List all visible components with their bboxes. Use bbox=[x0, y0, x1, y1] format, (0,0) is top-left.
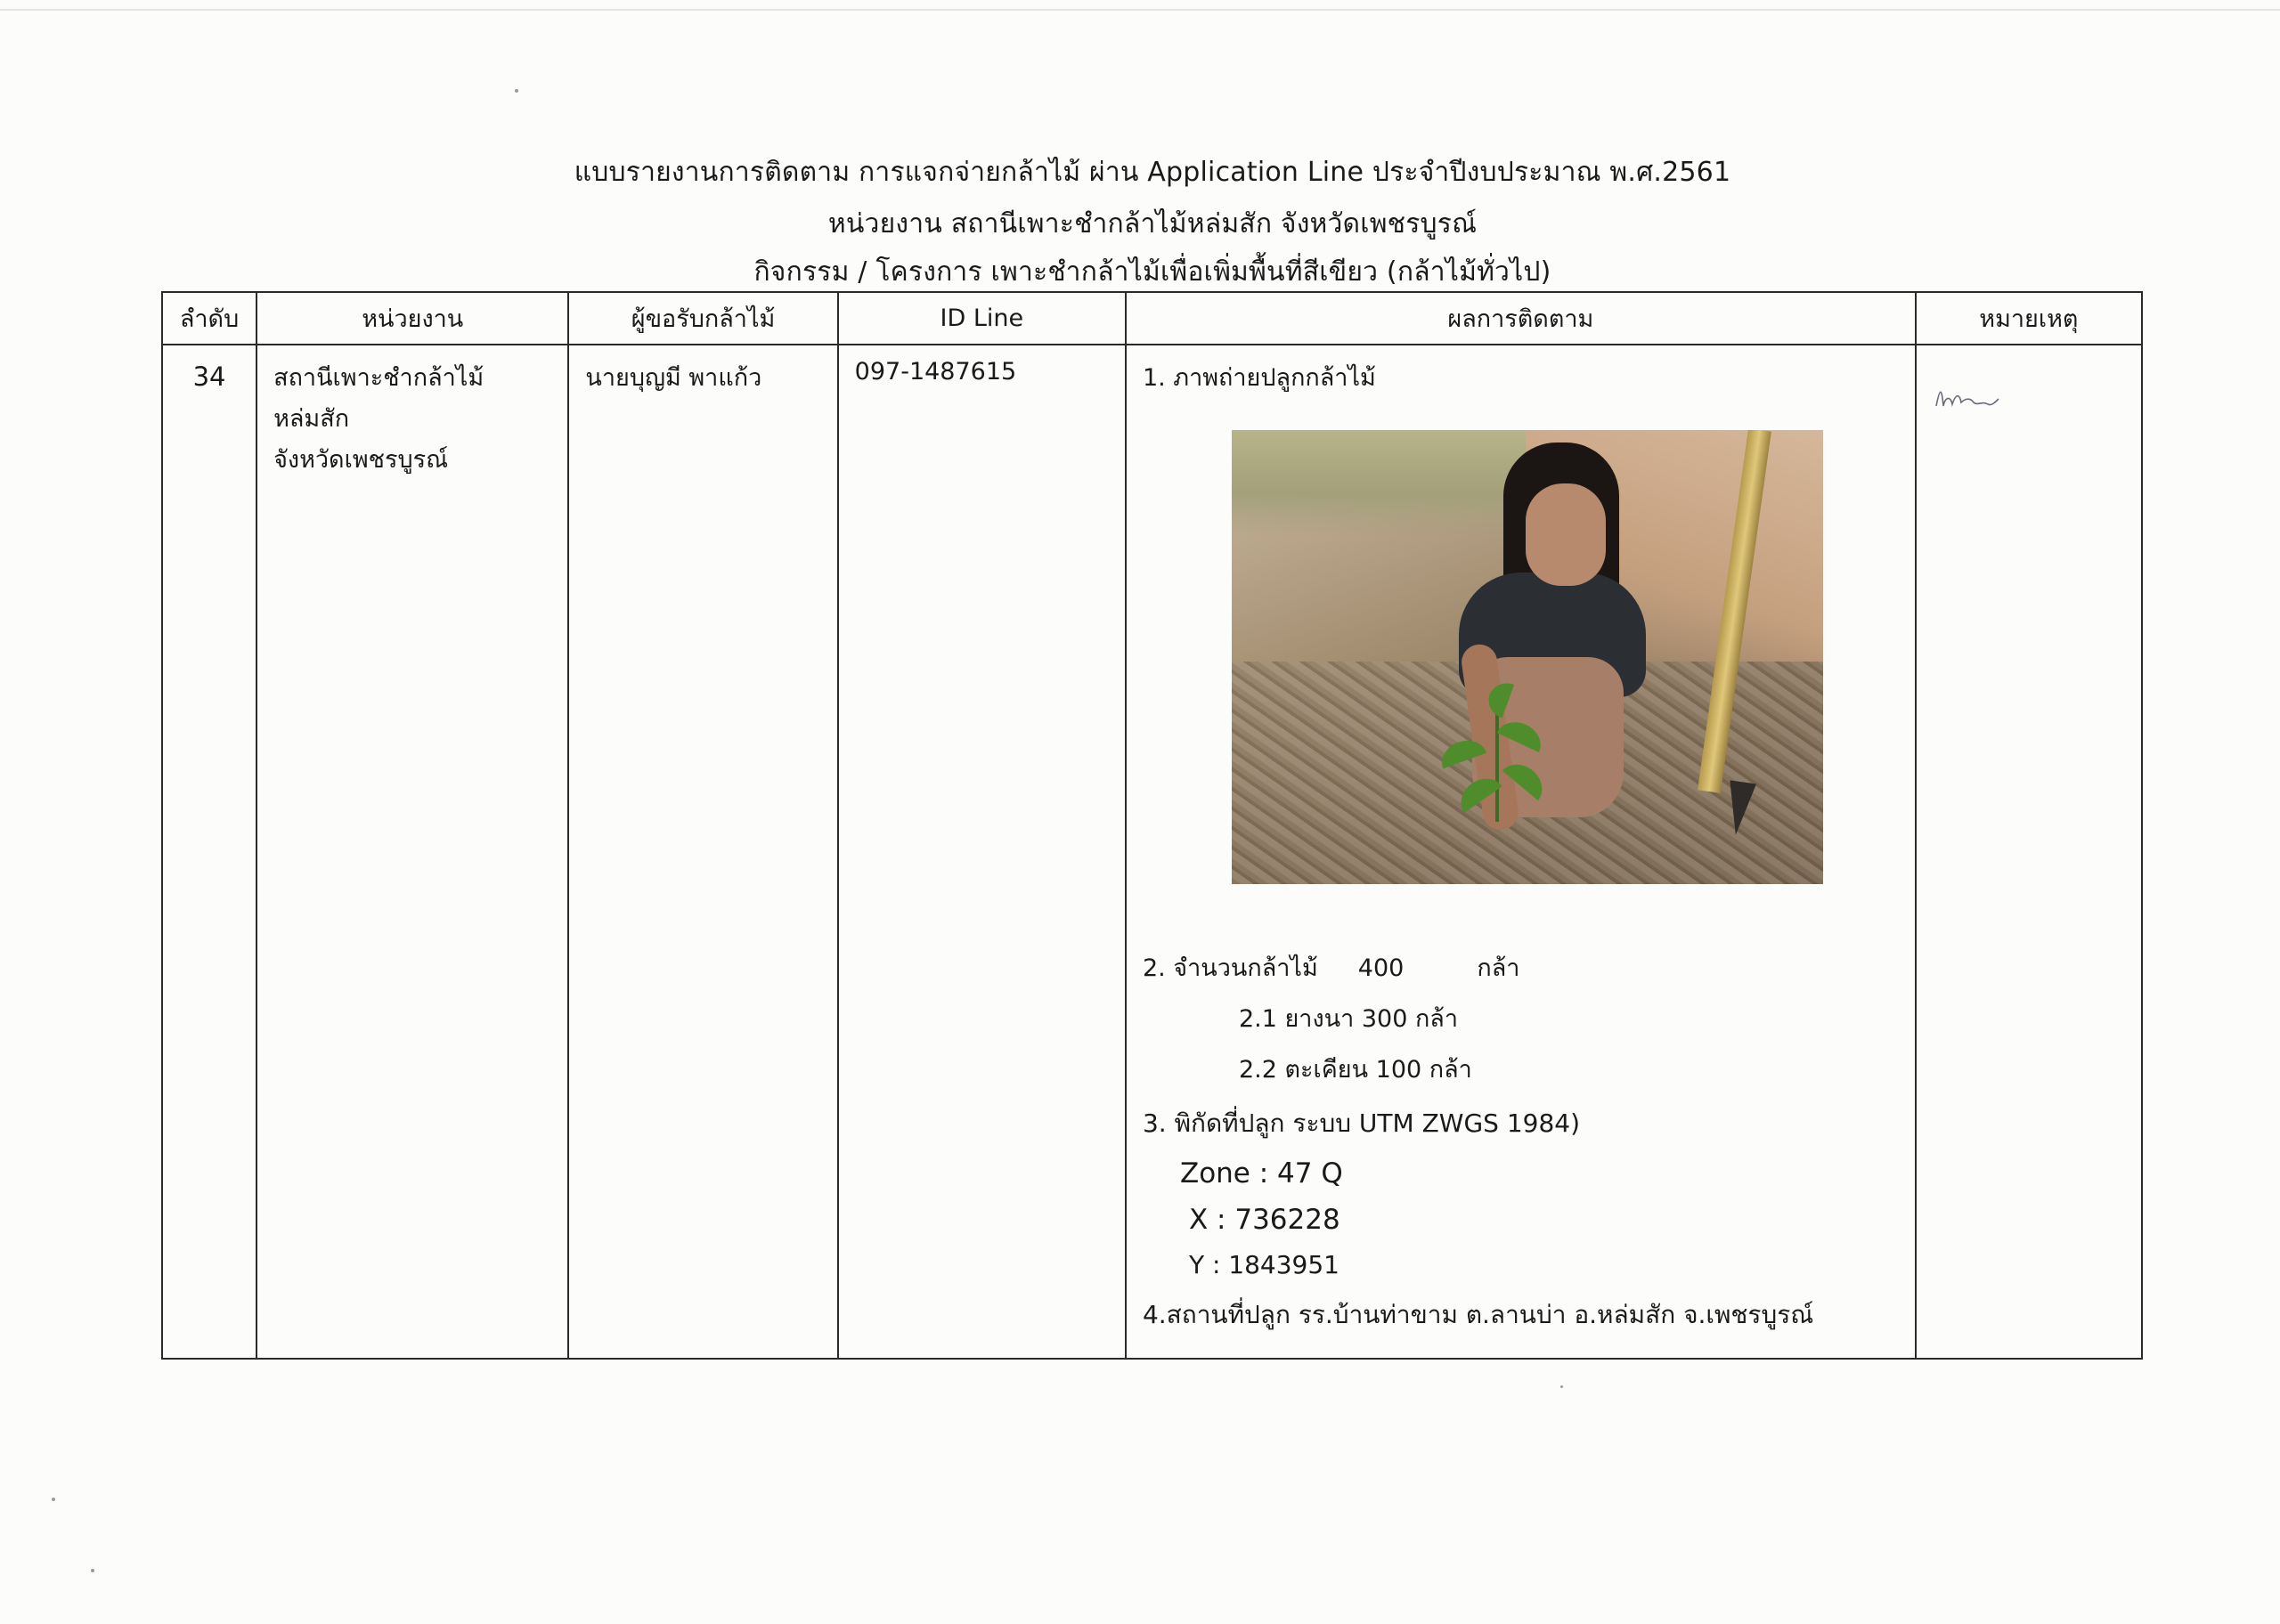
result-item-2-1: 2.1 ยางนา 300 กล้า bbox=[1238, 1005, 1459, 1033]
column-header-id-line: ID Line bbox=[838, 292, 1126, 345]
result-item-1: 1. ภาพถ่ายปลูกกล้าไม้ bbox=[1142, 364, 1376, 392]
cell-recipient: นายบุญมี พาแก้ว bbox=[568, 345, 837, 1359]
result-item-2 bbox=[1143, 948, 1906, 987]
cell-no: 34 bbox=[162, 345, 256, 1359]
column-header-note: หมายเหตุ bbox=[1916, 292, 2142, 345]
cell-unit bbox=[256, 345, 568, 1359]
scan-speck bbox=[515, 89, 518, 93]
column-header-recipient: ผู้ขอรับกล้าไม้ bbox=[568, 292, 837, 345]
report-agency: หน่วยงาน สถานีเพาะชำกล้าไม้หล่มสัก จังหวัดเพชรบูรณ์ bbox=[827, 208, 1478, 240]
report-title: แบบรายงานการติดตาม การแจกจ่ายกล้าไม้ ผ่าน Application Line ประจำปีงบประมาณ พ.ศ.2561 bbox=[574, 157, 1731, 188]
page-edge bbox=[0, 9, 2280, 11]
unit-line-2: จังหวัดเพชรบูรณ์ bbox=[273, 446, 449, 474]
result-item-3: 3. พิกัดที่ปลูก ระบบ UTM ZWGS 1984) bbox=[1142, 1108, 1581, 1138]
report-activity: กิจกรรม / โครงการ เพาะชำกล้าไม้เพื่อเพิ่มพื้นที่สีเขียว (กล้าไม้ทั่วไป) bbox=[753, 256, 1551, 288]
utm-y: Y : 1843951 bbox=[1188, 1250, 1340, 1279]
result-item-2-2: 2.2 ตะเคียน 100 กล้า bbox=[1238, 1056, 1472, 1084]
utm-zone: Zone : 47 Q bbox=[1179, 1157, 1343, 1190]
seedling-count-unit: กล้า bbox=[1477, 954, 1520, 982]
cell-result bbox=[1126, 345, 1916, 1359]
photo-child-face bbox=[1526, 483, 1606, 586]
table-row bbox=[162, 345, 2142, 1359]
seedling-count-label: 2. จำนวนกล้าไม้ bbox=[1142, 954, 1318, 982]
report-table bbox=[161, 291, 2143, 1360]
cell-note bbox=[1916, 345, 2142, 1359]
column-header-unit: หน่วยงาน bbox=[256, 292, 568, 345]
column-header-no: ลำดับ bbox=[162, 292, 256, 345]
handwritten-signature bbox=[1933, 379, 2004, 415]
planting-photo bbox=[1232, 430, 1823, 884]
scan-speck bbox=[52, 1498, 55, 1501]
table-header-row bbox=[162, 292, 2142, 345]
utm-x: X : 736228 bbox=[1188, 1204, 1340, 1236]
cell-id-line: 097-1487615 bbox=[838, 345, 1126, 1359]
seedling-count-value: 400 bbox=[1357, 954, 1405, 982]
photo-grass bbox=[1232, 430, 1526, 537]
column-header-result: ผลการติดตาม bbox=[1126, 292, 1916, 345]
scan-speck bbox=[1560, 1385, 1563, 1388]
scan-speck bbox=[91, 1569, 94, 1572]
unit-line-1: สถานีเพาะชำกล้าไม้หล่มสัก bbox=[273, 364, 484, 433]
result-item-4: 4.สถานที่ปลูก รร.บ้านท่าขาม ต.ลานบ่า อ.หล่มสัก จ.เพชรบูรณ์ bbox=[1142, 1300, 1814, 1329]
